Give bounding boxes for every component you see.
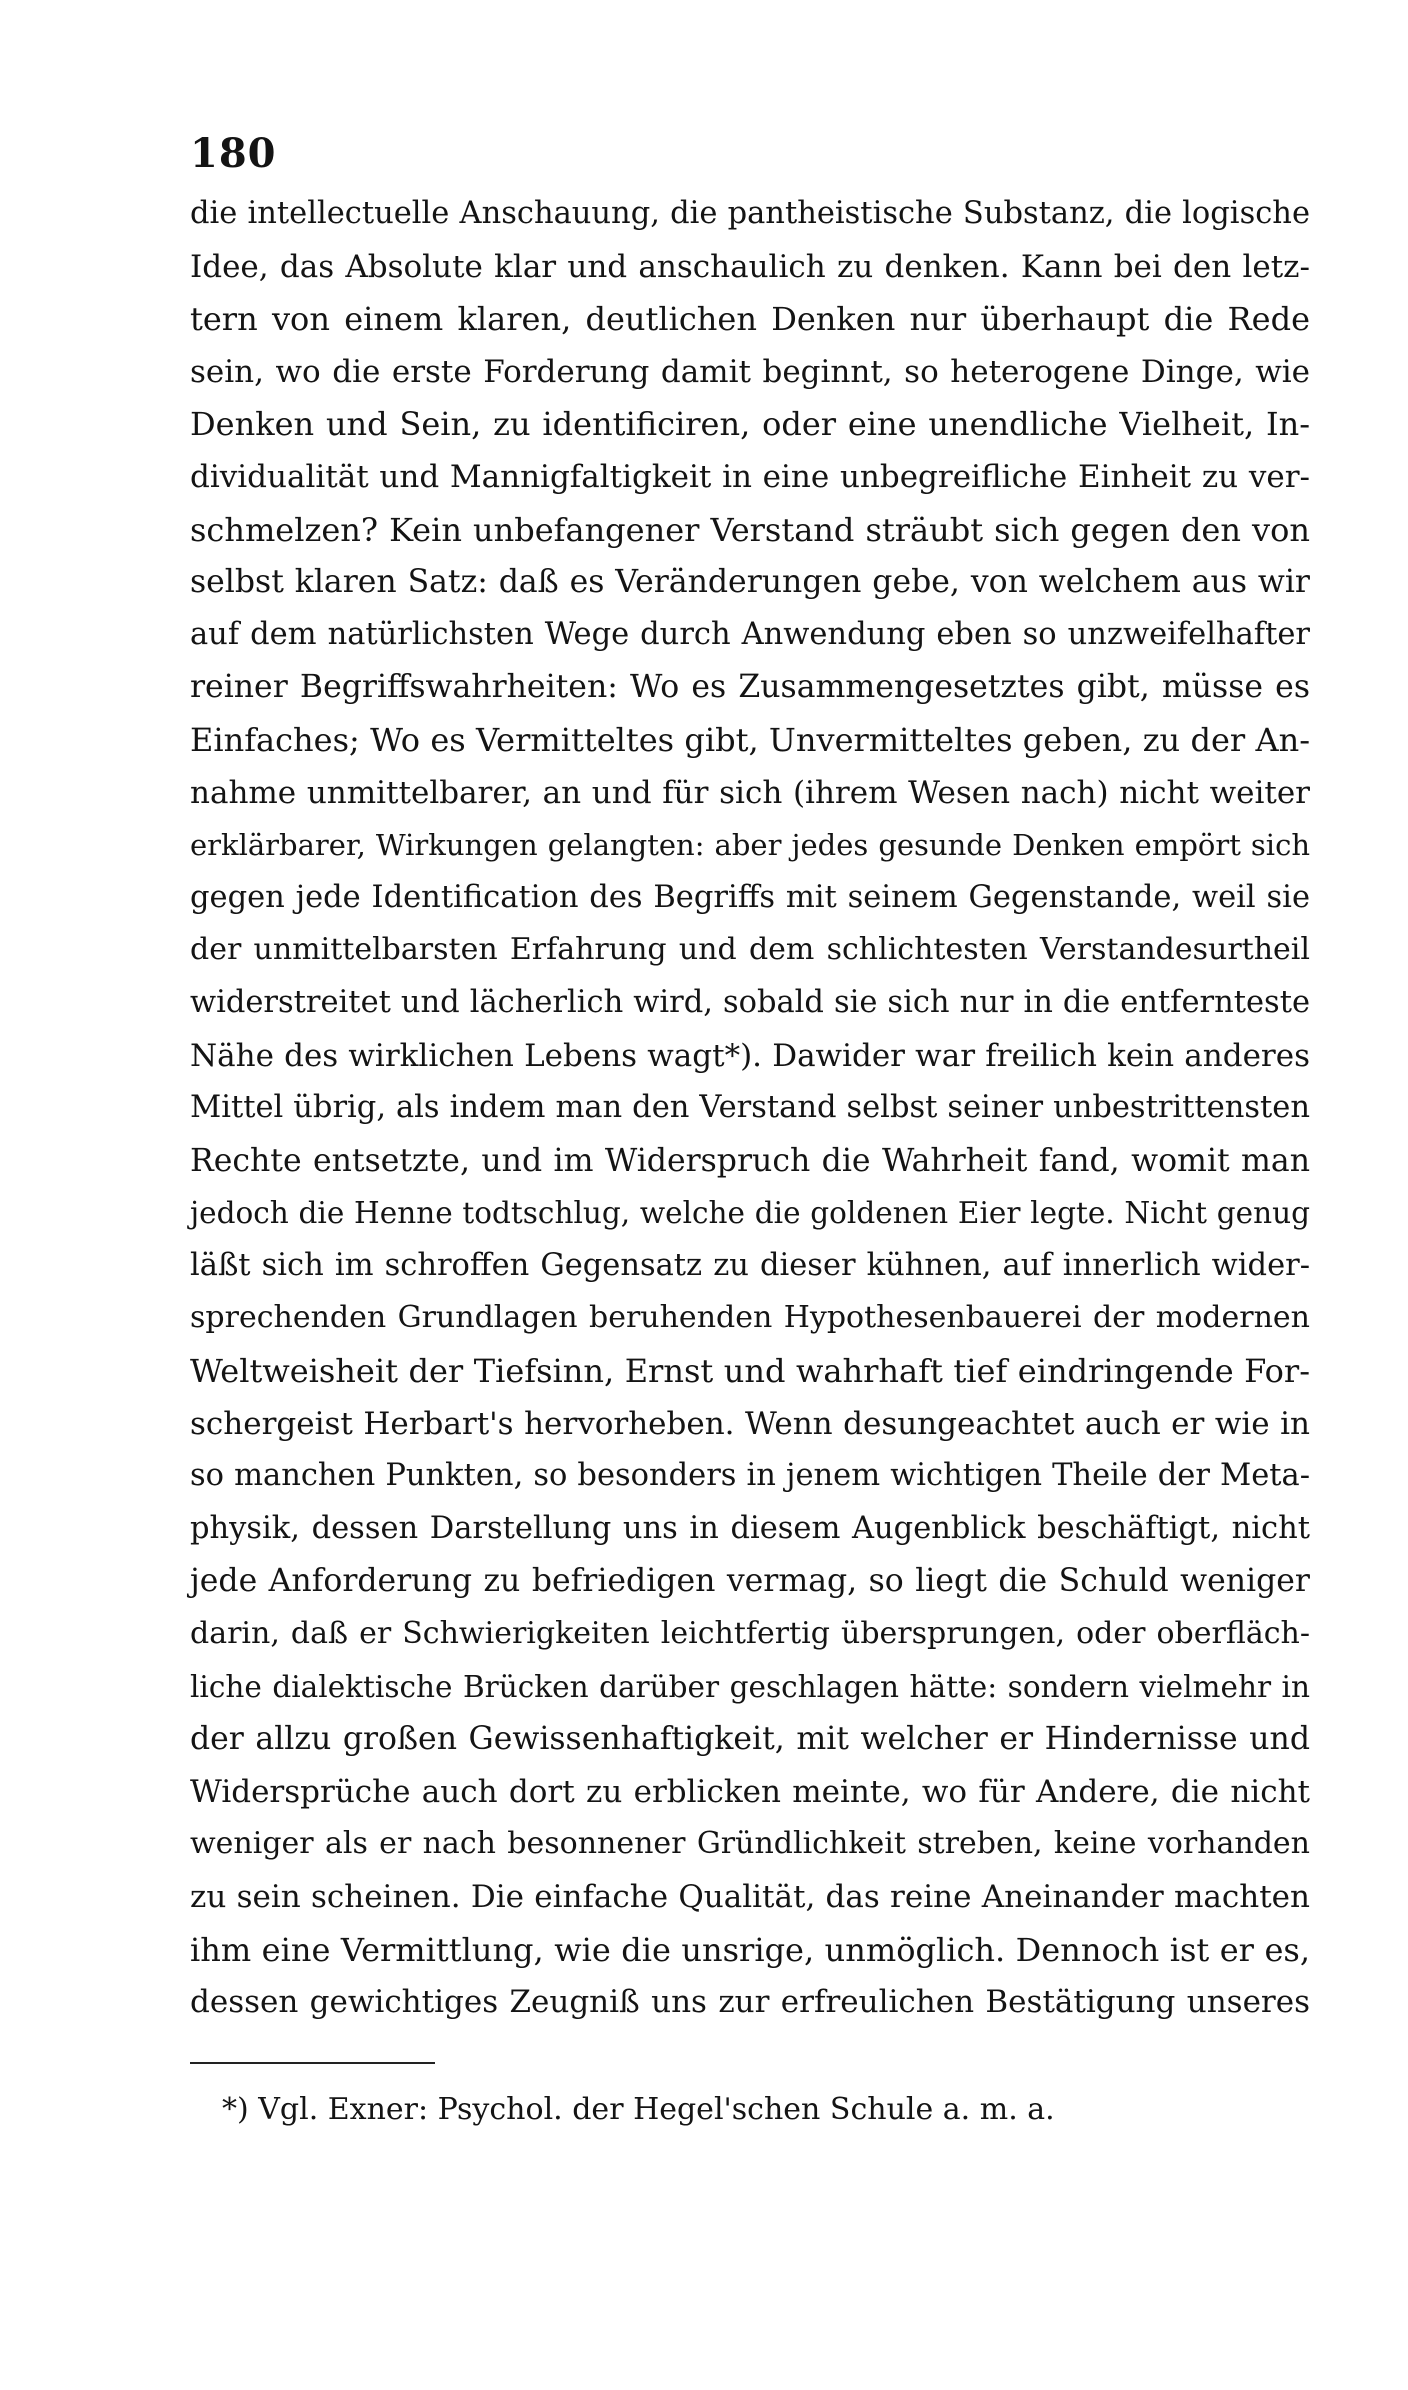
body-text [190,188,1310,2029]
text-line: tern von einem klaren, deutlichen Denken nur überhaupt die Rede [190,300,1310,339]
text-line: sein, wo die erste Forderung damit beginnt, so heterogene Dinge, wie [190,353,1310,390]
text-line: selbst klaren Satz: daß es Veränderungen gebe, von welchem aus wir [190,564,1310,601]
footnote-divider [190,2062,435,2064]
text-line: der unmittelbarsten Erfahrung und dem schlichtesten Verstandesurtheil [190,932,1310,968]
text-line: Idee, das Absolute klar und anschaulich zu denken. Kann bei den letz- [190,248,1310,285]
text-line: auf dem natürlichsten Wege durch Anwendung eben so unzweifelhafter [190,616,1310,652]
text-line: Mittel übrig, als indem man den Verstand selbst seiner unbestrittensten [190,1090,1310,1126]
text-line: jede Anforderung zu befriedigen vermag, so liegt die Schuld weniger [190,1563,1310,1600]
text-line: widerstreitet und lächerlich wird, sobald sie sich nur in die entfernteste [190,984,1310,1020]
text-line: erklärbarer, Wirkungen gelangten: aber jedes gesunde Denken empört sich [190,828,1310,863]
text-line: zu sein scheinen. Die einfache Qualität, das reine Aneinander machten [190,1879,1310,1915]
text-line: liche dialektische Brücken darüber geschlagen hätte: sondern vielmehr in [190,1669,1310,1704]
text-line: die intellectuelle Anschauung, die pantheistische Substanz, die logische [190,196,1310,231]
text-line: läßt sich im schroffen Gegensatz zu dieser kühnen, auf innerlich wider- [190,1247,1310,1283]
text-line: Widersprüche auch dort zu erblicken meinte, wo für Andere, die nicht [190,1773,1310,1810]
text-line: Rechte entsetzte, und im Widerspruch die Wahrheit fand, womit man [190,1142,1310,1179]
text-line: Einfaches; Wo es Vermitteltes gibt, Unvermitteltes geben, zu der An- [190,720,1310,759]
text-line: Weltweisheit der Tiefsinn, Ernst und wahrhaft tief eindringende For- [190,1352,1310,1391]
page-number: 180 [190,130,277,177]
text-line: Denken und Sein, zu identificiren, oder eine unendliche Vielheit, In- [190,405,1310,444]
text-line: gegen jede Identification des Begriffs mit seinem Gegenstande, weil sie [190,879,1310,915]
footnote: *) Vgl. Exner: Psychol. der Hegel'schen Schule a. m. a. [222,2092,1055,2127]
text-line: schmelzen? Kein unbefangener Verstand sträubt sich gegen den von [190,510,1310,549]
text-line: dessen gewichtiges Zeugniß uns zur erfreulichen Bestätigung unseres [190,1984,1310,2021]
text-line: schergeist Herbart's hervorheben. Wenn desungeachtet auch er wie in [190,1405,1310,1442]
text-line: reiner Begriffswahrheiten: Wo es Zusammengesetztes gibt, müsse es [190,669,1310,706]
text-line: ihm eine Vermittlung, wie die unsrige, unmöglich. Dennoch ist er es, [190,1930,1310,1969]
text-line: darin, daß er Schwierigkeiten leichtfertig übersprungen, oder oberfläch- [190,1616,1310,1652]
text-line: der allzu großen Gewissenhaftigkeit, mit welcher er Hindernisse und [190,1721,1310,1758]
text-line: jedoch die Henne todtschlug, welche die goldenen Eier legte. Nicht genug [190,1196,1310,1231]
text-line: so manchen Punkten, so besonders in jenem wichtigen Theile der Meta- [190,1458,1310,1494]
text-line: Nähe des wirklichen Lebens wagt*). Dawider war freilich kein anderes [190,1037,1310,1074]
text-line: physik, dessen Darstellung uns in diesem Augenblick beschäftigt, nicht [190,1510,1310,1546]
text-line: sprechenden Grundlagen beruhenden Hypothesenbauerei der modernen [190,1300,1310,1336]
text-line: weniger als er nach besonnener Gründlichkeit streben, keine vorhanden [190,1826,1310,1862]
text-line: dividualität und Mannigfaltigkeit in eine unbegreifliche Einheit zu ver- [190,458,1310,495]
text-line: nahme unmittelbarer, an und für sich (ihrem Wesen nach) nicht weiter [190,774,1310,811]
